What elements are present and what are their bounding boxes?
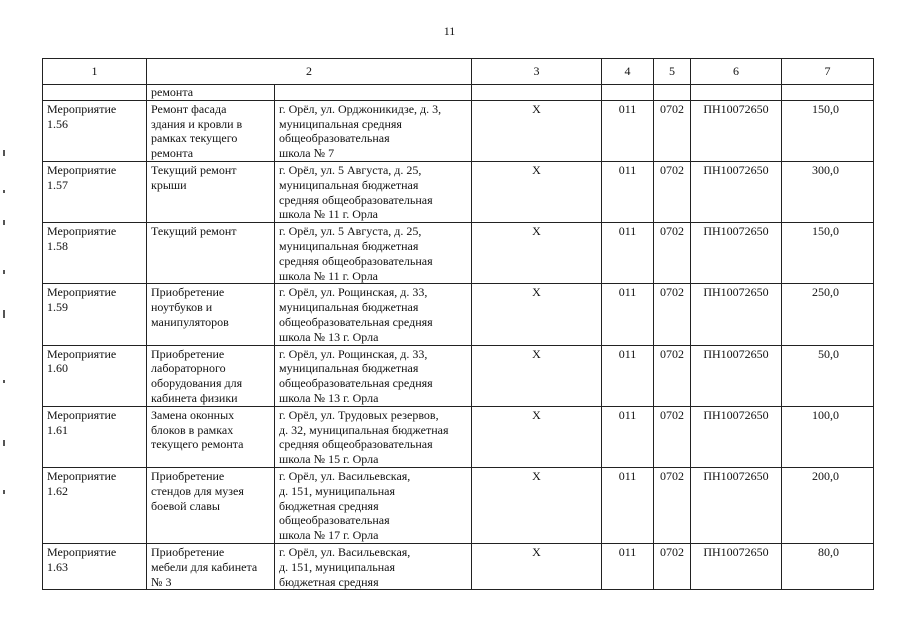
col6-cell: ПН10072650 — [691, 543, 782, 589]
col6-cell: ПН10072650 — [691, 161, 782, 222]
amount-cell: 200,0 — [782, 467, 874, 543]
col4-cell: 011 — [602, 345, 654, 406]
table-row — [43, 100, 874, 161]
col5-cell: 0702 — [654, 161, 691, 222]
amount-cell: 100,0 — [782, 406, 874, 467]
col5-cell: 0702 — [654, 543, 691, 589]
cell — [654, 85, 691, 101]
amount-cell: 250,0 — [782, 284, 874, 345]
continuation-row — [43, 85, 874, 101]
table-row — [43, 467, 874, 543]
table-row — [43, 406, 874, 467]
work-name-cell: Ремонт фасада здания и кровли в рамках текущего ремонта — [147, 100, 275, 161]
measure-cell: Мероприятие 1.56 — [43, 100, 147, 161]
amount-cell: 150,0 — [782, 223, 874, 284]
col3-cell: Х — [472, 345, 602, 406]
amount-cell: 80,0 — [782, 543, 874, 589]
cell — [43, 85, 147, 101]
cell — [691, 85, 782, 101]
col3-cell: Х — [472, 161, 602, 222]
col5-cell: 0702 — [654, 406, 691, 467]
table-row — [43, 161, 874, 222]
col3-cell: Х — [472, 284, 602, 345]
scan-margin-marks — [3, 150, 5, 530]
header-col-5: 5 — [654, 59, 691, 85]
measure-cell: Мероприятие 1.58 — [43, 223, 147, 284]
col4-cell: 011 — [602, 543, 654, 589]
measure-cell: Мероприятие 1.61 — [43, 406, 147, 467]
measure-cell: Мероприятие 1.62 — [43, 467, 147, 543]
object-address-cell: г. Орёл, ул. Васильевская, д. 151, муниципальная бюджетная средняя общеобразовательная школа № 17 г. Орла — [275, 467, 472, 543]
header-col-7: 7 — [782, 59, 874, 85]
work-name-cell: Приобретение лабораторного оборудования для кабинета физики — [147, 345, 275, 406]
object-address-cell: г. Орёл, ул. Рощинская, д. 33, муниципальная бюджетная общеобразовательная средняя школа № 13 г. Орла — [275, 284, 472, 345]
cell — [275, 85, 472, 101]
object-address-cell: г. Орёл, ул. Трудовых резервов, д. 32, муниципальная бюджетная средняя общеобразовательная школа № 15 г. Орла — [275, 406, 472, 467]
header-col-1: 1 — [43, 59, 147, 85]
col6-cell: ПН10072650 — [691, 284, 782, 345]
col4-cell: 011 — [602, 100, 654, 161]
measure-cell: Мероприятие 1.60 — [43, 345, 147, 406]
object-address-cell: г. Орёл, ул. Васильевская, д. 151, муниципальная бюджетная средняя — [275, 543, 472, 589]
col6-cell: ПН10072650 — [691, 100, 782, 161]
header-col-3: 3 — [472, 59, 602, 85]
budget-measures-table — [42, 58, 874, 590]
col5-cell: 0702 — [654, 100, 691, 161]
header-col-2: 2 — [147, 59, 472, 85]
col3-cell: Х — [472, 100, 602, 161]
header-col-6: 6 — [691, 59, 782, 85]
work-name-cell: Текущий ремонт — [147, 223, 275, 284]
col5-cell: 0702 — [654, 345, 691, 406]
col6-cell: ПН10072650 — [691, 223, 782, 284]
col3-cell: Х — [472, 406, 602, 467]
object-address-cell: г. Орёл, ул. Рощинская, д. 33, муниципальная бюджетная общеобразовательная средняя школа № 13 г. Орла — [275, 345, 472, 406]
col6-cell: ПН10072650 — [691, 345, 782, 406]
col3-cell: Х — [472, 223, 602, 284]
table-row — [43, 345, 874, 406]
measure-cell: Мероприятие 1.63 — [43, 543, 147, 589]
object-address-cell: г. Орёл, ул. 5 Августа, д. 25, муниципальная бюджетная средняя общеобразовательная школа № 11 г. Орла — [275, 223, 472, 284]
work-name-cell: Приобретение стендов для музея боевой славы — [147, 467, 275, 543]
measure-cell: Мероприятие 1.57 — [43, 161, 147, 222]
cell — [602, 85, 654, 101]
object-address-cell: г. Орёл, ул. Орджоникидзе, д. 3, муниципальная средняя общеобразовательная школа № 7 — [275, 100, 472, 161]
cell — [782, 85, 874, 101]
table-header-row — [43, 59, 874, 85]
table-row — [43, 223, 874, 284]
object-address-cell: г. Орёл, ул. 5 Августа, д. 25, муниципальная бюджетная средняя общеобразовательная школа № 11 г. Орла — [275, 161, 472, 222]
col4-cell: 011 — [602, 161, 654, 222]
work-name-cell: Текущий ремонт крыши — [147, 161, 275, 222]
col4-cell: 011 — [602, 284, 654, 345]
work-name-cell: Замена оконных блоков в рамках текущего ремонта — [147, 406, 275, 467]
work-name-cell: Приобретение ноутбуков и манипуляторов — [147, 284, 275, 345]
col4-cell: 011 — [602, 467, 654, 543]
col3-cell: Х — [472, 467, 602, 543]
table-row — [43, 284, 874, 345]
col5-cell: 0702 — [654, 223, 691, 284]
amount-cell: 150,0 — [782, 100, 874, 161]
col5-cell: 0702 — [654, 284, 691, 345]
work-name-cell: Приобретение мебели для кабинета № 3 — [147, 543, 275, 589]
col6-cell: ПН10072650 — [691, 467, 782, 543]
col4-cell: 011 — [602, 406, 654, 467]
amount-cell: 50,0 — [782, 345, 874, 406]
cell — [472, 85, 602, 101]
col5-cell: 0702 — [654, 467, 691, 543]
table-row — [43, 543, 874, 589]
header-col-4: 4 — [602, 59, 654, 85]
measure-cell: Мероприятие 1.59 — [43, 284, 147, 345]
col3-cell: Х — [472, 543, 602, 589]
amount-cell: 300,0 — [782, 161, 874, 222]
cell: ремонта — [147, 85, 275, 101]
col6-cell: ПН10072650 — [691, 406, 782, 467]
page-number: 11 — [443, 24, 456, 38]
col4-cell: 011 — [602, 223, 654, 284]
